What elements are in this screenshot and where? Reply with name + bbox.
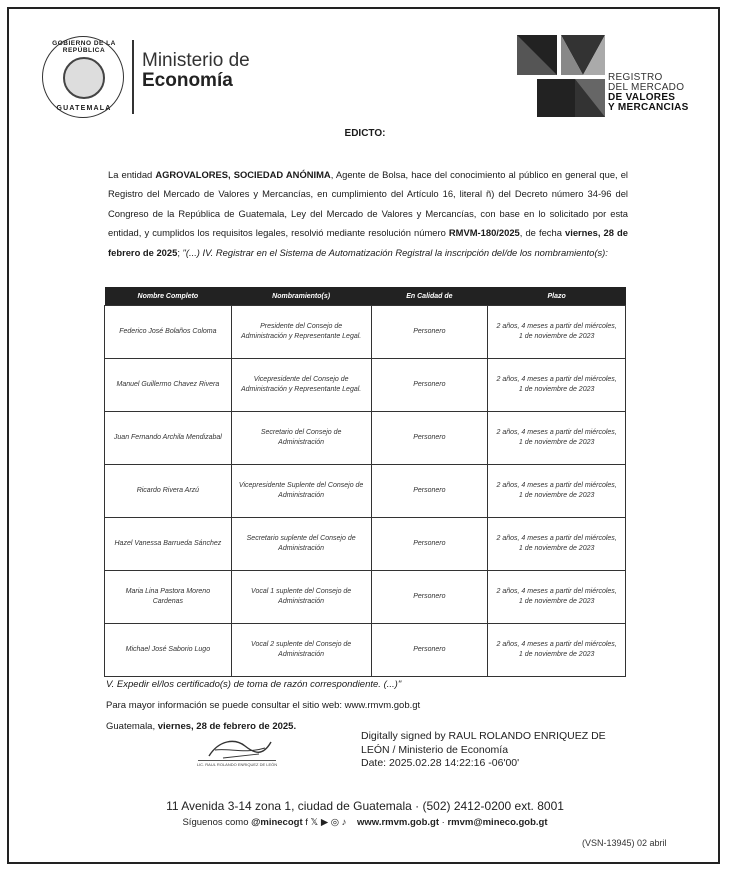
digital-signature-block: [361, 730, 651, 771]
government-seal-logo: [42, 36, 124, 118]
column-header: Nombre Completo: [105, 287, 232, 306]
seal-top-text: GOBIERNO DE LA REPÚBLICA: [52, 40, 116, 54]
column-header: Nombramiento(s): [231, 287, 371, 306]
registry-line4: Y MERCANCIAS: [608, 102, 689, 113]
follow-label: Síguenos como: [182, 817, 252, 828]
digital-signature-line2: LEÓN / Ministerio de Economía: [361, 743, 509, 756]
cell-term: 2 años, 4 meses a partir del miércoles, 1 de noviembre de 2023: [488, 571, 626, 624]
ministry-name-line1: Ministerio de: [142, 50, 250, 71]
cell-capacity: Personero: [371, 465, 488, 518]
cell-term: 2 años, 4 meses a partir del miércoles, 1 de noviembre de 2023: [488, 412, 626, 465]
para-quote: "(...) IV. Registrar en el Sistema de Automatización Registral la inscripción del/de los nombramiento(s):: [182, 246, 608, 258]
column-header: En Calidad de: [371, 287, 488, 306]
entity-name: AGROVALORES, SOCIEDAD ANÓNIMA: [155, 169, 331, 180]
email-link[interactable]: rmvm@mineco.gob.gt: [447, 817, 548, 828]
cell-term: 2 años, 4 meses a partir del miércoles, 1 de noviembre de 2023: [488, 518, 626, 571]
cell-appointment: Presidente del Consejo de Administración y Representante Legal.: [231, 306, 371, 359]
table-row: [105, 571, 626, 624]
cell-appointment: Vocal 2 suplente del Consejo de Administración: [231, 624, 371, 677]
para-text-2: , Agente de Bolsa, hace del conocimiento al público en general que, el Registro del Mercado de Valores y Mercancías, en cumplimiento del Artículo 16, literal ñ) del Decreto número 34-96 del Congreso de la República de Guatemala, Ley del Mercado de Valores y Mercancías, con base en lo solicitado por esta entidad, y cumplidos los requisitos legales, resolvió mediante resolución número: [108, 169, 628, 239]
digital-signature-date: Date: 2025.02.28 14:22:16 -06'00': [361, 757, 520, 769]
cell-name: Ricardo Rivera Arzú: [105, 465, 232, 518]
cell-appointment: Secretario del Consejo de Administración: [231, 412, 371, 465]
cell-term: 2 años, 4 meses a partir del miércoles, 1 de noviembre de 2023: [488, 465, 626, 518]
more-info-text: Para mayor información se puede consultar el sitio web: www.rmvm.gob.gt: [106, 700, 421, 711]
registry-line1: REGISTRO: [608, 72, 663, 83]
cell-name: Maria Lina Pastora Moreno Cardenas: [105, 571, 232, 624]
table-header-row: [105, 287, 626, 306]
cell-term: 2 años, 4 meses a partir del miércoles, 1 de noviembre de 2023: [488, 624, 626, 677]
cell-name: Hazel Vanessa Barrueda Sánchez: [105, 518, 232, 571]
registry-logo-icon: [517, 35, 605, 117]
resolution-date: viernes, 28 de febrero de 2025: [108, 227, 628, 258]
document-title: EDICTO:: [344, 128, 386, 139]
table-row: [105, 359, 626, 412]
cell-capacity: Personero: [371, 624, 488, 677]
table-row: [105, 412, 626, 465]
signer-name-small: LIC. RAUL ROLANDO ENRIQUEZ DE LEÓN: [196, 762, 278, 767]
table-row: [105, 518, 626, 571]
footer-contact: [0, 817, 730, 828]
appointments-table: [104, 287, 626, 677]
column-header: Plazo: [488, 287, 626, 306]
cell-capacity: Personero: [371, 571, 488, 624]
issue-date: viernes, 28 de febrero de 2025.: [157, 721, 297, 732]
social-handle: @minecogt: [251, 817, 303, 828]
place-text: Guatemala,: [106, 721, 158, 732]
table-row: [105, 306, 626, 359]
para-text-1: La entidad: [108, 169, 156, 180]
registry-name: [608, 73, 689, 113]
cell-appointment: Secretario suplente del Consejo de Administración: [231, 518, 371, 571]
website-link[interactable]: www.rmvm.gob.gt: [357, 817, 440, 828]
para-text-3: , de fecha: [519, 227, 565, 239]
cell-appointment: Vocal 1 suplente del Consejo de Administración: [231, 571, 371, 624]
cell-appointment: Vicepresidente Suplente del Consejo de Administración: [231, 465, 371, 518]
coat-of-arms-icon: [63, 57, 105, 99]
cell-name: Federico José Bolaños Coloma: [105, 306, 232, 359]
social-media-icons: f 𝕏 ▶ ◎ ♪: [305, 817, 347, 828]
cell-appointment: Vicepresidente del Consejo de Administración y Representante Legal.: [231, 359, 371, 412]
header-divider: [132, 40, 134, 114]
resolution-number: RMVM-180/2025: [448, 227, 520, 239]
digital-signature-line1: Digitally signed by RAUL ROLANDO ENRIQUEZ DE: [361, 730, 606, 742]
ministry-name-line2: Economía: [142, 70, 233, 91]
cell-name: Manuel Guillermo Chavez Rivera: [105, 359, 232, 412]
table-row: [105, 465, 626, 518]
seal-bottom-text: GUATEMALA: [56, 105, 112, 112]
registry-line2: DEL MERCADO: [608, 82, 685, 93]
cell-capacity: Personero: [371, 412, 488, 465]
expedir-text: V. Expedir el/los certificado(s) de toma de razón correspondiente. (...)": [106, 679, 402, 690]
place-date: [106, 721, 296, 732]
para-text-4: ;: [177, 246, 183, 258]
edict-paragraph: [108, 165, 628, 262]
cell-term: 2 años, 4 meses a partir del miércoles, 1 de noviembre de 2023: [488, 359, 626, 412]
cell-term: 2 años, 4 meses a partir del miércoles, 1 de noviembre de 2023: [488, 306, 626, 359]
cell-capacity: Personero: [371, 306, 488, 359]
registry-line3: DE VALORES: [608, 92, 676, 103]
cell-name: Michael José Saborio Lugo: [105, 624, 232, 677]
cell-capacity: Personero: [371, 359, 488, 412]
cell-capacity: Personero: [371, 518, 488, 571]
table-row: [105, 624, 626, 677]
footer-address: 11 Avenida 3-14 zona 1, ciudad de Guatemala · (502) 2412-0200 ext. 8001: [166, 799, 564, 813]
separator: ·: [439, 817, 448, 828]
signature-line: [198, 760, 276, 761]
cell-name: Juan Fernando Archila Mendizabal: [105, 412, 232, 465]
publication-code: (VSN-13945) 02 abril: [582, 838, 667, 848]
handwritten-signature-icon: [205, 736, 275, 762]
